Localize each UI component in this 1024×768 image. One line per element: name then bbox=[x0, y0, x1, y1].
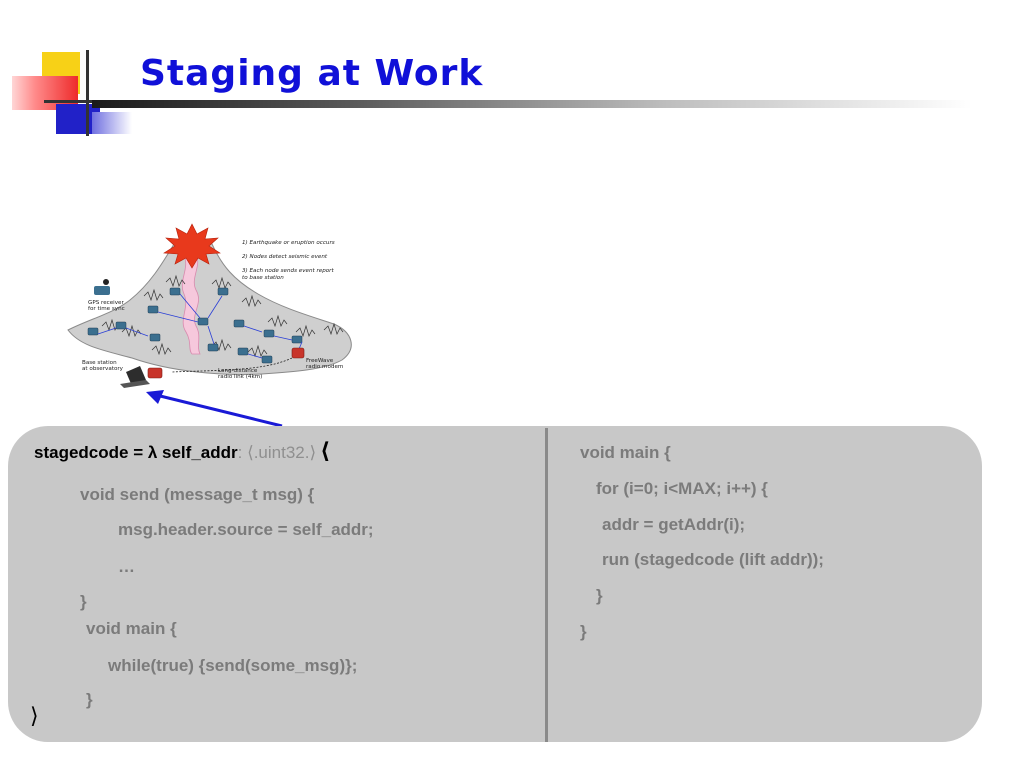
right-code-run: run (stagedcode (lift addr)); bbox=[602, 550, 824, 569]
diagram-step-3b: to base station bbox=[242, 275, 284, 281]
code-line-ellipsis: … bbox=[118, 557, 135, 576]
code-line-close-send: } bbox=[80, 592, 87, 611]
right-code-close-main: } bbox=[580, 622, 587, 641]
gps-receiver-icon bbox=[94, 279, 110, 295]
volcano-sensor-diagram bbox=[62, 222, 362, 404]
code-line-send: void send (message_t msg) { bbox=[80, 485, 315, 504]
logo-vertical-line bbox=[86, 50, 89, 136]
corner-logo bbox=[0, 40, 140, 140]
laptop-icon bbox=[120, 366, 150, 388]
freewave-modem-icon bbox=[292, 348, 304, 358]
diagram-step-3: 3) Each node sends event report bbox=[242, 268, 334, 274]
modem-label: FreeWave radio modem bbox=[306, 358, 344, 370]
slide-title: Staging at Work bbox=[140, 53, 484, 94]
code-line-close-main: } bbox=[86, 690, 93, 709]
diagram-step-2: 2) Nodes detect seismic event bbox=[242, 254, 328, 260]
logo-blue-fade bbox=[92, 112, 132, 134]
staged-code-type: : ⟨.uint32.⟩ bbox=[237, 443, 317, 462]
code-panel-divider bbox=[545, 428, 548, 742]
close-quote-bracket: ⟩ bbox=[30, 704, 39, 729]
right-code-close-for: } bbox=[596, 586, 603, 605]
staged-code-header bbox=[34, 441, 330, 464]
open-quote-bracket: ⟨ bbox=[320, 439, 331, 464]
gps-label: GPS receiver for time sync bbox=[88, 300, 125, 312]
code-panel bbox=[8, 426, 982, 742]
staged-code-prefix: stagedcode = λ self_addr bbox=[34, 443, 238, 462]
diagram-step-1: 1) Earthquake or eruption occurs bbox=[242, 240, 335, 246]
code-line-source: msg.header.source = self_addr; bbox=[118, 520, 374, 539]
code-line-while: while(true) {send(some_msg)}; bbox=[108, 656, 358, 675]
right-code-for: for (i=0; i<MAX; i++) { bbox=[596, 479, 768, 498]
right-code-addr: addr = getAddr(i); bbox=[602, 515, 746, 534]
radio-link-label: Long-distance radio link (4km) bbox=[218, 368, 263, 380]
base-radio-icon bbox=[148, 368, 162, 378]
title-underline bbox=[92, 100, 972, 108]
base-station-label: Base station at observatory bbox=[82, 360, 123, 372]
right-code-main: void main { bbox=[580, 443, 671, 462]
code-line-main: void main { bbox=[86, 619, 177, 638]
